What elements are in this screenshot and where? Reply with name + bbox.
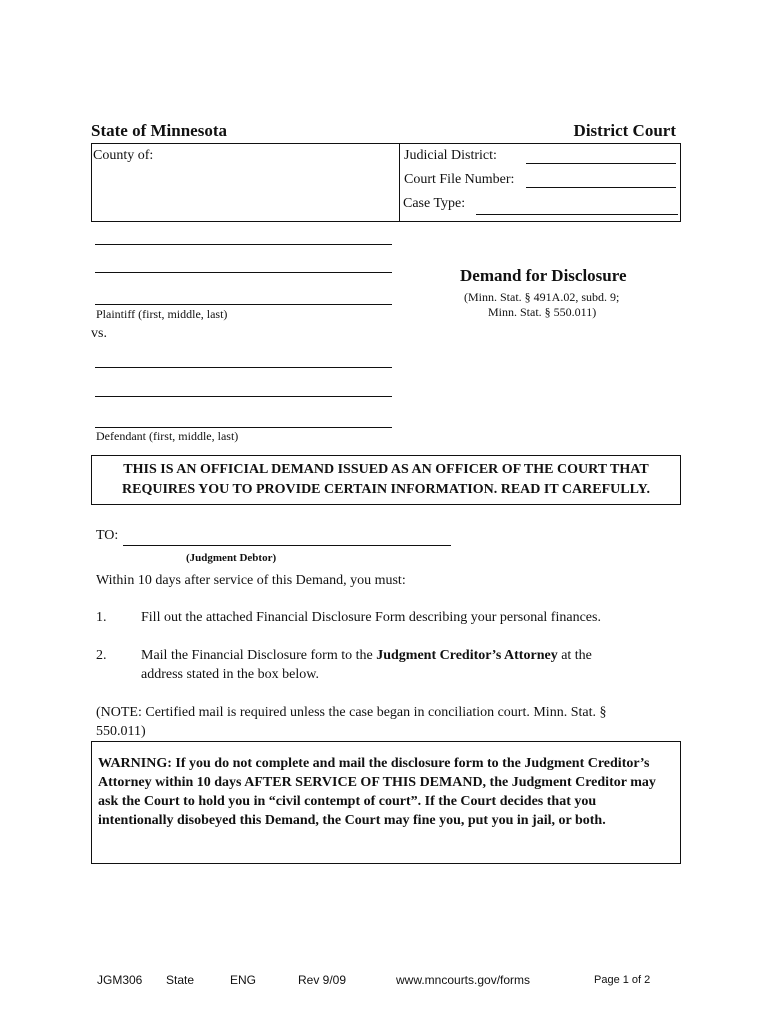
plaintiff-line-3[interactable]: [95, 304, 392, 305]
to-label: TO:: [96, 528, 119, 543]
item-2-text: [141, 648, 592, 664]
court-file-number-label: Court File Number:: [404, 172, 515, 187]
judgment-debtor-label: (Judgment Debtor): [186, 552, 277, 564]
judgment-debtor-field[interactable]: [123, 545, 451, 546]
case-type-field[interactable]: [476, 214, 678, 215]
state-header: State of Minnesota: [91, 121, 227, 140]
case-type-label: Case Type:: [403, 196, 466, 211]
defendant-line-2[interactable]: [95, 396, 392, 397]
footer-page-number: Page 1 of 2: [594, 974, 651, 986]
county-box: [91, 143, 400, 222]
footer-language: ENG: [230, 973, 257, 987]
instructions-intro: Within 10 days after service of this Demand, you must:: [96, 573, 406, 588]
item-2-text-before: Mail the Financial Disclosure form to the: [141, 648, 377, 663]
item-2-text-bold: Judgment Creditor’s Attorney: [376, 648, 558, 663]
county-label: County of:: [93, 148, 154, 163]
item-2-text-after: at the: [557, 648, 592, 663]
citation-line-1: (Minn. Stat. § 491A.02, subd. 9;: [464, 290, 620, 304]
plaintiff-line-2[interactable]: [95, 272, 392, 273]
item-1-number: 1.: [96, 610, 107, 625]
document-title: Demand for Disclosure: [460, 266, 627, 285]
defendant-label: Defendant (first, middle, last): [96, 429, 239, 443]
item-1-text: Fill out the attached Financial Disclosure Form describing your personal finances.: [141, 610, 601, 625]
plaintiff-line-1[interactable]: [95, 244, 392, 245]
official-notice-text: THIS IS AN OFFICIAL DEMAND ISSUED AS AN OFFICER OF THE COURT THAT REQUIRES YOU TO PROVIDE CERTAIN INFORMATION. READ IT CAREFULLY.: [122, 462, 650, 497]
official-notice-box: [91, 455, 681, 505]
item-2-text-line2: address stated in the box below.: [141, 667, 319, 682]
defendant-line-1[interactable]: [95, 367, 392, 368]
footer-category: State: [166, 973, 195, 987]
court-file-number-field[interactable]: [526, 187, 676, 188]
citation-line-2: Minn. Stat. § 550.011): [488, 305, 597, 319]
footer-revision: Rev 9/09: [298, 973, 347, 987]
versus-text: vs.: [91, 326, 107, 341]
warning-box: [91, 741, 681, 864]
judicial-district-field[interactable]: [526, 163, 676, 164]
certified-mail-note: (NOTE: Certified mail is required unless the case began in conciliation court. Minn. Stat. § 550.011): [96, 705, 607, 739]
item-2-number: 2.: [96, 648, 107, 663]
footer-website-link[interactable]: www.mncourts.gov/forms: [396, 973, 531, 987]
court-header: District Court: [573, 121, 676, 140]
defendant-line-3[interactable]: [95, 427, 392, 428]
warning-text: WARNING: If you do not complete and mail the disclosure form to the Judgment Creditor’s Attorney within 10 days AFTER SERVICE OF THIS DEMAND, the Judgment Creditor may ask the Court to hold you in “civil contempt of court”. If the Court decides that you intentionally disobeyed this Demand, the Court may fine you, put you in jail, or both.: [98, 756, 656, 828]
district-info-box: [399, 143, 681, 222]
footer-form-id: JGM306: [97, 973, 143, 987]
plaintiff-label: Plaintiff (first, middle, last): [96, 307, 228, 321]
judicial-district-label: Judicial District:: [404, 148, 497, 163]
